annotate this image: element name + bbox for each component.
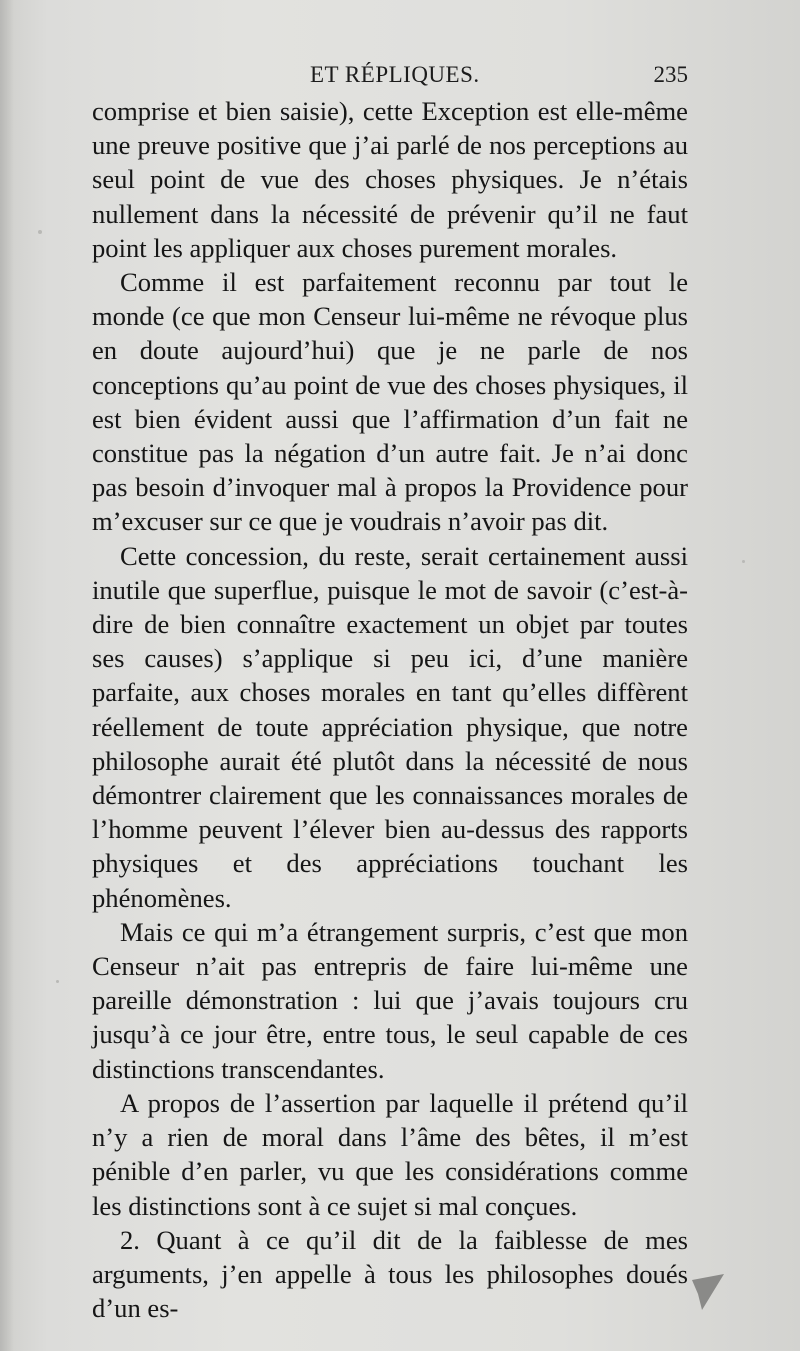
paper-speck	[38, 230, 42, 234]
page-number: 235	[653, 62, 688, 87]
paragraph: Cette concession, du reste, serait certainement aussi inutile que superflue, puisque le mot de savoir (c’est-à-dire de bien connaître exactement un objet par toutes ses causes) s’applique si peu ici, d’une manière parfaite, aux choses morales en tant qu’elles diffèrent réellement de toute appréciation physique, que notre philosophe aurait été plutôt dans la nécessité de nous démontrer clairement que les connaissances morales de l’homme peuvent l’élever bien au-dessus des rapports physiques et des appréciations touchant les phénomènes.	[92, 540, 688, 913]
paragraph-continued: comprise et bien saisie), cette Exception est elle-même une preuve positive que j’ai parlé de nos perceptions au seul point de vue des choses physiques. Je n’étais nullement dans la nécessité de prévenir qu’il ne faut point les appliquer aux choses purement morales.	[92, 96, 688, 263]
paragraph-numbered: 2. Quant à ce qu’il dit de la faiblesse de mes arguments, j’en appelle à tous les philosophes doués d’un es-	[92, 1224, 688, 1324]
running-title: ET RÉPLIQUES.	[310, 62, 480, 87]
paragraph: A propos de l’assertion par laquelle il prétend qu’il n’y a rien de moral dans l’âme des bêtes, il m’est pénible d’en parler, vu que les considérations comme les distinctions sont à ce sujet si mal conçues.	[92, 1087, 688, 1221]
page-header	[90, 62, 688, 92]
page-gutter-shadow	[0, 0, 14, 1351]
paper-speck	[742, 560, 745, 563]
paper-speck	[56, 980, 59, 983]
page-corner-mark-icon	[690, 1272, 726, 1312]
body-text	[92, 94, 688, 1325]
paragraph: Mais ce qui m’a étrangement surpris, c’est que mon Censeur n’ait pas entrepris de faire lui-même une pareille démonstration : lui que j’avais toujours cru jusqu’à ce jour être, entre tous, le seul capable de ces distinctions transcendantes.	[92, 916, 688, 1084]
paragraph: Comme il est parfaitement reconnu par tout le monde (ce que mon Censeur lui-même ne révoque plus en doute aujourd’hui) que je ne parle de nos conceptions qu’au point de vue des choses physiques, il est bien évident aussi que l’affirmation d’un fait ne constitue pas la négation d’un autre fait. Je n’ai donc pas besoin d’invoquer mal à propos la Providence pour m’excuser sur ce que je voudrais n’avoir pas dit.	[92, 267, 688, 537]
